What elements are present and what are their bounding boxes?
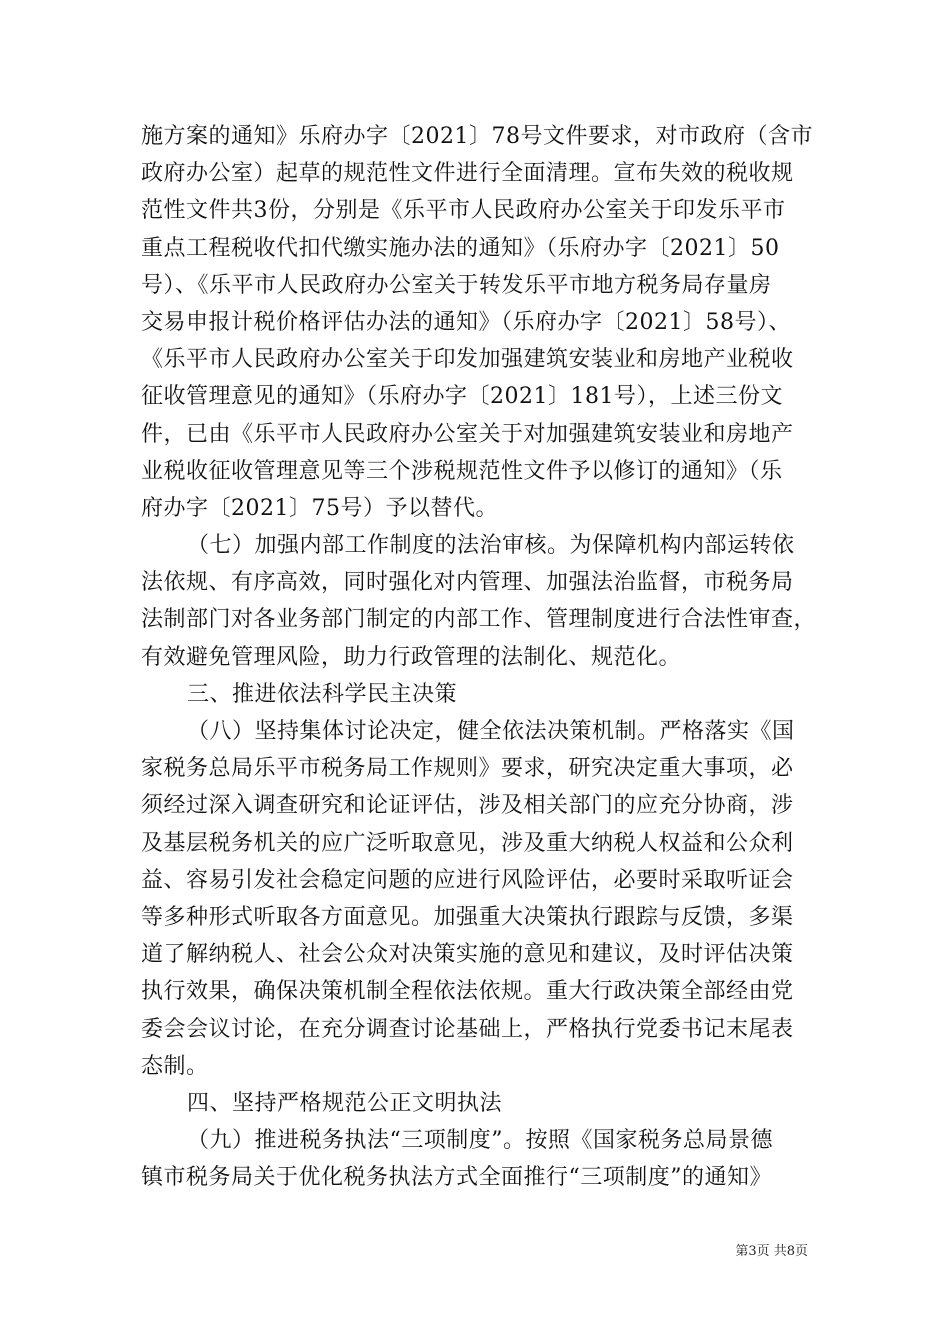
text-line: 号）、《乐平市人民政府办公室关于转发乐平市地方税务局存量房 [141,272,772,298]
text-line: 《乐平市人民政府办公室关于印发加强建筑安装业和房地产业税收 [141,347,794,373]
document-body [141,118,821,1196]
paragraph-start-line: （九）推进税务执法“三项制度”。按照《国家税务总局景德 [187,1128,773,1154]
paragraph-start-line: （七）加强内部工作制度的法治审核。为保障机构内部运转依 [187,533,795,559]
text-line: 法依规、有序高效，同时强化对内管理、加强法治监督，市税务局 [141,570,794,596]
text-line: 须经过深入调查研究和论证评估，涉及相关部门的应充分协商，涉 [141,793,794,819]
text-line: 法制部门对各业务部门制定的内部工作、管理制度进行合法性审查， [141,607,817,633]
page-number: 第3页 共8页 [735,1244,808,1259]
text-line: 委会会议讨论，在充分调查讨论基础上，严格执行党委书记末尾表 [141,1016,794,1042]
text-line: 政府办公室）起草的规范性文件进行全面清理。宣布失效的税收规 [141,161,794,187]
text-line: 及基层税务机关的应广泛听取意见，涉及重大纳税人权益和公众利 [141,830,794,856]
text-line: 业税收征收管理意见等三个涉税规范性文件予以修订的通知》（乐 [141,458,783,484]
text-line: 等多种形式听取各方面意见。加强重大决策执行跟踪与反馈，多渠 [141,904,794,930]
text-line: 交易申报计税价格评估办法的通知》（乐府办字〔2021〕58号）、 [141,309,791,335]
text-line: 态制。 [141,1053,209,1079]
text-line: 家税务总局乐平市税务局工作规则》要求，研究决定重大事项，必 [141,756,794,782]
text-line: 有效避免管理风险，助力行政管理的法制化、规范化。 [141,644,682,670]
text-line: 益、容易引发社会稳定问题的应进行风险评估，必要时采取听证会 [141,867,794,893]
text-line: 道了解纳税人、社会公众对决策实施的意见和建议，及时评估决策 [141,942,794,968]
text-line: 镇市税务局关于优化税务执法方式全面推行“三项制度”的通知》 [141,1165,772,1191]
section-heading: 三、推进依法科学民主决策 [187,681,458,707]
paragraph-start-line: （八）坚持集体讨论决定，健全依法决策机制。严格落实《国 [187,719,795,744]
text-line: 施方案的通知》乐府办字〔2021〕78号文件要求，对市政府（含市 [141,124,813,149]
text-line: 执行效果，确保决策机制全程依法依规。重大行政决策全部经由党 [141,979,794,1005]
text-line: 重点工程税收代扣代缴实施办法的通知》（乐府办字〔2021〕50 [141,235,780,261]
text-line: 件，已由《乐平市人民政府办公室关于对加强建筑安装业和房地产 [141,421,794,447]
text-line: 范性文件共3份，分别是《乐平市人民政府办公室关于印发乐平市 [141,198,786,224]
section-heading: 四、坚持严格规范公正文明执法 [187,1090,503,1116]
text-line: 府办字〔2021〕75号）予以替代。 [141,495,498,521]
text-line: 征收管理意见的通知》（乐府办字〔2021〕181号），上述三份文 [141,384,783,410]
